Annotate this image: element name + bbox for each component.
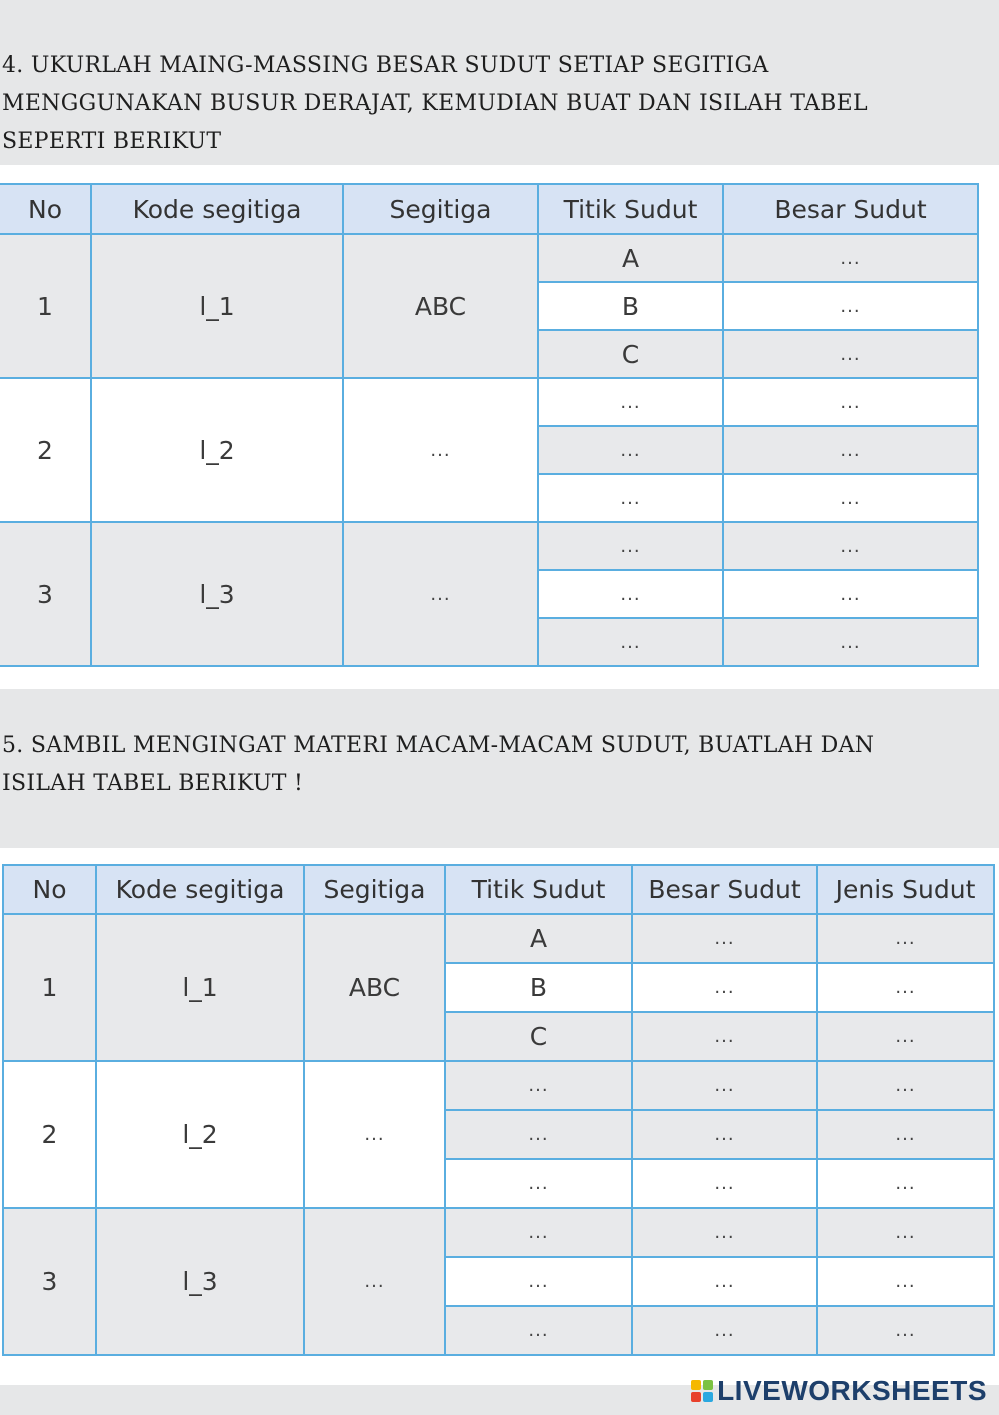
question-4-text [2,47,868,161]
logo-square-icon [691,1380,701,1390]
answer-besar-sudut[interactable]: ... [723,330,978,378]
answer-besar-sudut[interactable]: ... [723,282,978,330]
answer-besar-sudut[interactable]: ... [632,1208,817,1257]
answer-besar-sudut[interactable]: ... [632,1012,817,1061]
question-5-text [2,727,874,803]
answer-besar-sudut[interactable]: ... [723,426,978,474]
answer-segitiga[interactable]: ... [304,1061,445,1208]
answer-besar-sudut[interactable]: ... [632,1061,817,1110]
liveworksheets-logo-icon [691,1380,713,1402]
answer-besar-sudut[interactable]: ... [632,1306,817,1355]
header-segitiga: Segitiga [304,865,445,914]
angle-measure-table [0,183,979,667]
cell-kode-segitiga: l_1 [91,234,343,378]
answer-segitiga[interactable]: ... [343,522,538,666]
angle-type-table [2,864,995,1356]
cell-no: 2 [0,378,91,522]
answer-jenis-sudut[interactable]: ... [817,1012,994,1061]
logo-square-icon [703,1380,713,1390]
liveworksheets-logo [691,1373,987,1409]
answer-segitiga[interactable]: ... [304,1208,445,1355]
cell-kode-segitiga: l_2 [96,1061,304,1208]
header-titik-sudut: Titik Sudut [445,865,632,914]
answer-titik-sudut[interactable]: ... [538,570,723,618]
table-row [3,914,994,963]
answer-besar-sudut[interactable]: ... [723,474,978,522]
answer-besar-sudut[interactable]: ... [632,1159,817,1208]
answer-jenis-sudut[interactable]: ... [817,1110,994,1159]
logo-square-icon [691,1392,701,1402]
table-row [0,378,978,426]
cell-no: 3 [0,522,91,666]
header-no: No [0,184,91,234]
answer-jenis-sudut[interactable]: ... [817,1257,994,1306]
liveworksheets-logo-text: LIVEWORKSHEETS [717,1375,987,1406]
answer-titik-sudut[interactable]: ... [538,522,723,570]
cell-titik-sudut: B [538,282,723,330]
answer-jenis-sudut[interactable]: ... [817,963,994,1012]
question-5-line-2: ISILAH TABEL BERIKUT ! [2,771,304,796]
header-besar-sudut: Besar Sudut [632,865,817,914]
table-header-row [3,865,994,914]
header-jenis-sudut: Jenis Sudut [817,865,994,914]
answer-titik-sudut[interactable]: ... [445,1257,632,1306]
answer-besar-sudut[interactable]: ... [632,963,817,1012]
answer-titik-sudut[interactable]: ... [445,1208,632,1257]
table-row [0,522,978,570]
cell-no: 2 [3,1061,96,1208]
cell-titik-sudut: B [445,963,632,1012]
header-kode-segitiga: Kode segitiga [91,184,343,234]
cell-no: 3 [3,1208,96,1355]
answer-besar-sudut[interactable]: ... [723,618,978,666]
cell-titik-sudut: A [445,914,632,963]
answer-titik-sudut[interactable]: ... [538,474,723,522]
logo-square-icon [703,1392,713,1402]
answer-besar-sudut[interactable]: ... [723,522,978,570]
answer-besar-sudut[interactable]: ... [632,1110,817,1159]
answer-segitiga[interactable]: ... [343,378,538,522]
table-row [3,1061,994,1110]
cell-titik-sudut: C [445,1012,632,1061]
answer-besar-sudut[interactable]: ... [723,570,978,618]
header-no: No [3,865,96,914]
answer-jenis-sudut[interactable]: ... [817,1306,994,1355]
question-4-line-1: 4. UKURLAH MAING-MASSING BESAR SUDUT SETIAP SEGITIGA [2,53,769,78]
answer-besar-sudut[interactable]: ... [723,234,978,282]
table-header-row [0,184,978,234]
cell-no: 1 [3,914,96,1061]
cell-segitiga: ABC [304,914,445,1061]
header-titik-sudut: Titik Sudut [538,184,723,234]
answer-jenis-sudut[interactable]: ... [817,914,994,963]
answer-titik-sudut[interactable]: ... [445,1159,632,1208]
cell-kode-segitiga: l_3 [96,1208,304,1355]
header-segitiga: Segitiga [343,184,538,234]
table-row [3,1208,994,1257]
answer-besar-sudut[interactable]: ... [632,1257,817,1306]
answer-besar-sudut[interactable]: ... [723,378,978,426]
answer-besar-sudut[interactable]: ... [632,914,817,963]
cell-no: 1 [0,234,91,378]
cell-titik-sudut: A [538,234,723,282]
question-5-line-1: 5. SAMBIL MENGINGAT MATERI MACAM-MACAM SUDUT, BUATLAH DAN [2,733,875,758]
question-4-line-3: SEPERTI BERIKUT [2,129,222,154]
answer-jenis-sudut[interactable]: ... [817,1061,994,1110]
header-kode-segitiga: Kode segitiga [96,865,304,914]
answer-titik-sudut[interactable]: ... [538,618,723,666]
answer-jenis-sudut[interactable]: ... [817,1159,994,1208]
cell-kode-segitiga: l_2 [91,378,343,522]
cell-kode-segitiga: l_1 [96,914,304,1061]
table-row [0,234,978,282]
answer-titik-sudut[interactable]: ... [538,378,723,426]
question-4-line-2: MENGGUNAKAN BUSUR DERAJAT, KEMUDIAN BUAT DAN ISILAH TABEL [2,91,868,116]
cell-segitiga: ABC [343,234,538,378]
answer-titik-sudut[interactable]: ... [445,1306,632,1355]
cell-titik-sudut: C [538,330,723,378]
answer-titik-sudut[interactable]: ... [445,1061,632,1110]
answer-jenis-sudut[interactable]: ... [817,1208,994,1257]
answer-titik-sudut[interactable]: ... [538,426,723,474]
header-besar-sudut: Besar Sudut [723,184,978,234]
cell-kode-segitiga: l_3 [91,522,343,666]
answer-titik-sudut[interactable]: ... [445,1110,632,1159]
